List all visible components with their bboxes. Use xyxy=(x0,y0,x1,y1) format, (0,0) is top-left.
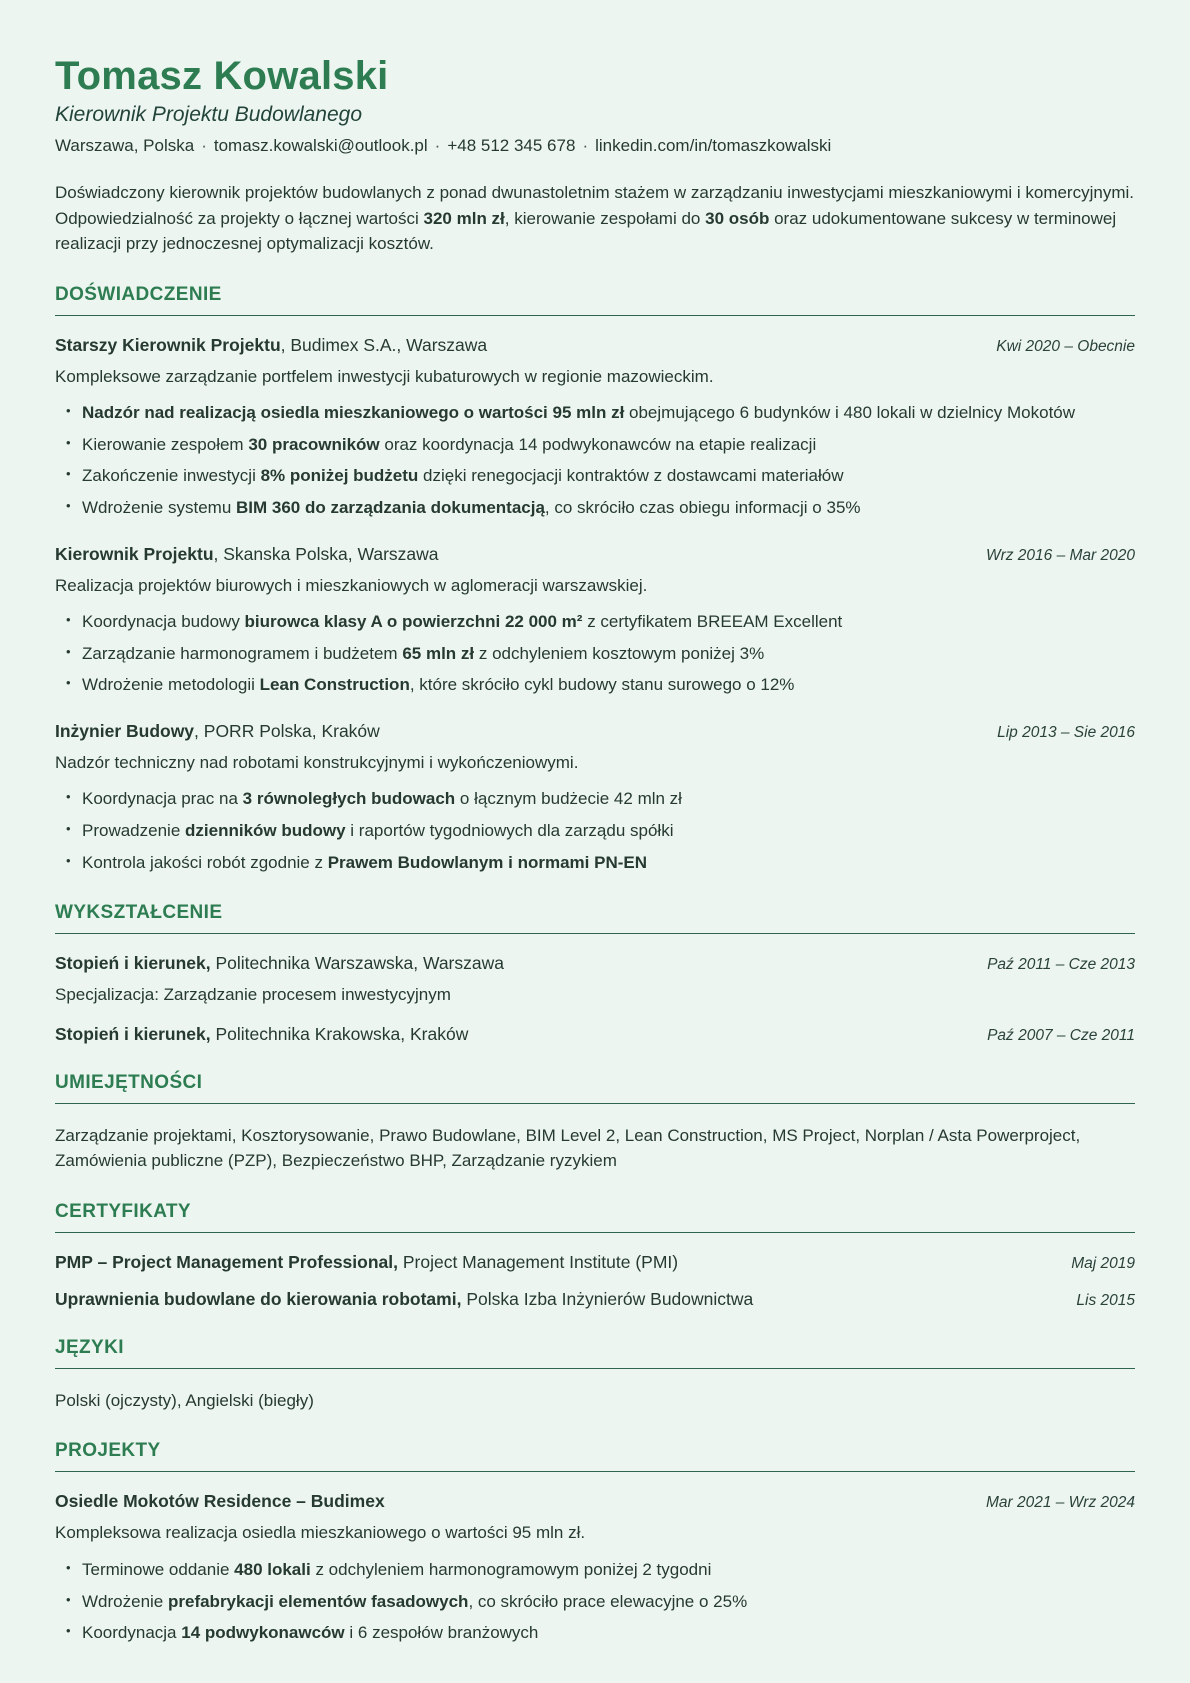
school-name: Politechnika Warszawska, Warszawa xyxy=(210,953,504,974)
experience-entry xyxy=(55,335,1135,521)
entry-title xyxy=(55,1024,468,1045)
bullet-item: • Koordynacja prac na 3 równoległych budowach o łącznym budżecie 42 mln zł xyxy=(55,787,1135,812)
contact-linkedin: linkedin.com/in/tomaszkowalski xyxy=(595,136,832,155)
skills-text: Zarządzanie projektami, Kosztorysowanie, Prawo Budowlane, BIM Level 2, Lean Construction, MS Project, Norplan / Asta Powerproject, Zamówienia publiczne (PZP), Bezpieczeństwo BHP, Zarządzanie ryzykiem xyxy=(55,1125,1081,1171)
job-title: Inżynier Budowy xyxy=(55,720,195,741)
job-company: , Skanska Polska, Warszawa xyxy=(213,543,439,564)
experience-entry xyxy=(55,721,1135,875)
entry-header xyxy=(55,1024,1135,1045)
entry-header xyxy=(55,335,1135,356)
bullet-item: • Zakończenie inwestycji 8% poniżej budżetu dzięki renegocjacji kontraktów z dostawcami materiałów xyxy=(55,464,1135,489)
certificate-entry xyxy=(55,1289,1135,1310)
section-heading-experience: DOŚWIADCZENIE xyxy=(55,284,1135,316)
contact-line xyxy=(55,136,1135,156)
degree-title: Stopień i kierunek, xyxy=(55,1023,211,1044)
entry-header xyxy=(55,1491,1135,1512)
separator-dot: · xyxy=(201,136,207,155)
entry-title xyxy=(55,544,439,565)
bullet-item: • Koordynacja budowy biurowca klasy A o powierzchni 22 000 m² z certyfikatem BREEAM Excellent xyxy=(55,610,1135,635)
entry-date: Wrz 2016 – Mar 2020 xyxy=(985,546,1135,564)
entry-title xyxy=(55,1289,753,1310)
entry-title xyxy=(55,953,504,974)
bullet-list xyxy=(55,1558,1135,1646)
degree-title: Stopień i kierunek, xyxy=(55,953,211,974)
entry-description: Kompleksowe zarządzanie portfelem inwestycji kubaturowych w regionie mazowieckim. xyxy=(55,366,714,386)
project-title: Osiedle Mokotów Residence – Budimex xyxy=(55,1491,385,1512)
bullet-item: • Kierowanie zespołem 30 pracowników oraz koordynacja 14 podwykonawców na etapie realizacji xyxy=(55,433,1135,458)
section-experience xyxy=(55,284,1135,876)
section-skills xyxy=(55,1072,1135,1174)
education-entry xyxy=(55,953,1135,1008)
entry-date: Maj 2019 xyxy=(1071,1254,1135,1272)
section-education xyxy=(55,902,1135,1045)
contact-email: tomasz.kowalski@outlook.pl xyxy=(213,136,428,155)
contact-phone: +48 512 345 678 xyxy=(447,136,576,155)
bullet-list xyxy=(55,787,1135,875)
entry-date: Kwi 2020 – Obecnie xyxy=(996,337,1135,355)
entry-date: Paź 2011 – Cze 2013 xyxy=(987,956,1135,974)
entry-title xyxy=(55,721,380,742)
education-entry xyxy=(55,1024,1135,1045)
bullet-item: • Nadzór nad realizacją osiedla mieszkaniowego o wartości 95 mln zł obejmującego 6 budynków i 480 lokali w dzielnicy Mokotów xyxy=(55,401,1135,426)
separator-dot: · xyxy=(582,136,589,155)
entry-title xyxy=(55,1252,678,1273)
certificate-issuer: Polska Izba Inżynierów Budownictwa xyxy=(461,1288,754,1309)
entry-date: Mar 2021 – Wrz 2024 xyxy=(985,1494,1135,1512)
candidate-title: Kierownik Projektu Budowlanego xyxy=(55,103,363,126)
section-heading-certificates: CERTYFIKATY xyxy=(55,1201,1135,1233)
entry-header xyxy=(55,1289,1135,1310)
entry-date: Lis 2015 xyxy=(1076,1291,1135,1309)
entry-header xyxy=(55,721,1135,742)
bullet-item: • Wdrożenie prefabrykacji elementów fasadowych, co skróciło prace elewacyjne o 25% xyxy=(55,1590,1135,1615)
section-heading-projects: PROJEKTY xyxy=(55,1440,1135,1472)
job-title: Kierownik Projektu xyxy=(55,543,214,564)
certificate-title: Uprawnienia budowlane do kierowania robotami, xyxy=(55,1288,462,1309)
certificate-title: PMP – Project Management Professional, xyxy=(55,1251,398,1272)
entry-description: Kompleksowa realizacja osiedla mieszkaniowego o wartości 95 mln zł. xyxy=(55,1523,586,1543)
separator-dot: · xyxy=(434,136,441,155)
bullet-item: • Kontrola jakości robót zgodnie z Prawem Budowlanym i normami PN-EN xyxy=(55,851,1135,876)
entry-title xyxy=(55,1491,385,1512)
bullet-item: • Zarządzanie harmonogramem i budżetem 65 mln zł z odchyleniem kosztowym poniżej 3% xyxy=(55,642,1135,667)
entry-date: Lip 2013 – Sie 2016 xyxy=(997,723,1135,741)
certificate-issuer: Project Management Institute (PMI) xyxy=(397,1251,679,1272)
certificate-entry xyxy=(55,1252,1135,1273)
bullet-item: • Prowadzenie dzienników budowy i raportów tygodniowych dla zarządu spółki xyxy=(55,819,1135,844)
bullet-item: • Wdrożenie metodologii Lean Construction, które skróciło cykl budowy stanu surowego o 12% xyxy=(55,673,1135,698)
summary-text: Doświadczony kierownik projektów budowlanych z ponad dwunastoletnim stażem w zarządzaniu inwestycjami mieszkaniowymi i komercyjnymi. Odpowiedzialność za projekty o łącznej wartości 320 mln zł, kierowanie zespołami do 30 osób oraz udokumentowane sukcesy w terminowej realizacji przy jednoczesnej optymalizacji kosztów. xyxy=(55,183,1134,253)
bullet-list xyxy=(55,610,1135,698)
languages-text: Polski (ojczysty), Angielski (biegły) xyxy=(55,1390,314,1410)
resume-header xyxy=(55,55,1135,257)
section-languages xyxy=(55,1337,1135,1414)
section-heading-education: WYKSZTAŁCENIE xyxy=(55,902,1135,934)
job-company: , PORR Polska, Kraków xyxy=(194,720,380,741)
section-heading-languages: JĘZYKI xyxy=(55,1337,1135,1369)
candidate-name: Tomasz Kowalski xyxy=(55,54,389,98)
entry-description: Nadzór techniczny nad robotami konstrukcyjnymi i wykończeniowymi. xyxy=(55,752,579,772)
section-heading-skills: UMIEJĘTNOŚCI xyxy=(55,1072,1135,1104)
experience-entry xyxy=(55,544,1135,698)
project-entry xyxy=(55,1491,1135,1645)
job-company: , Budimex S.A., Warszawa xyxy=(280,334,488,355)
entry-header xyxy=(55,1252,1135,1273)
section-certificates xyxy=(55,1201,1135,1310)
bullet-item: • Terminowe oddanie 480 lokali z odchyleniem harmonogramowym poniżej 2 tygodni xyxy=(55,1558,1135,1583)
entry-date: Paź 2007 – Cze 2011 xyxy=(987,1026,1135,1044)
bullet-item: • Wdrożenie systemu BIM 360 do zarządzania dokumentacją, co skróciło czas obiegu informacji o 35% xyxy=(55,496,1135,521)
contact-location: Warszawa, Polska xyxy=(55,136,195,155)
entry-description: Realizacja projektów biurowych i mieszkaniowych w aglomeracji warszawskiej. xyxy=(55,575,648,595)
bullet-list xyxy=(55,401,1135,521)
bullet-item: • Koordynacja 14 podwykonawców i 6 zespołów branżowych xyxy=(55,1621,1135,1646)
entry-description: Specjalizacja: Zarządzanie procesem inwestycyjnym xyxy=(55,985,451,1005)
entry-title xyxy=(55,335,487,356)
entry-header xyxy=(55,544,1135,565)
entry-header xyxy=(55,953,1135,974)
job-title: Starszy Kierownik Projektu xyxy=(55,334,281,355)
section-projects xyxy=(55,1440,1135,1645)
school-name: Politechnika Krakowska, Kraków xyxy=(210,1023,469,1044)
